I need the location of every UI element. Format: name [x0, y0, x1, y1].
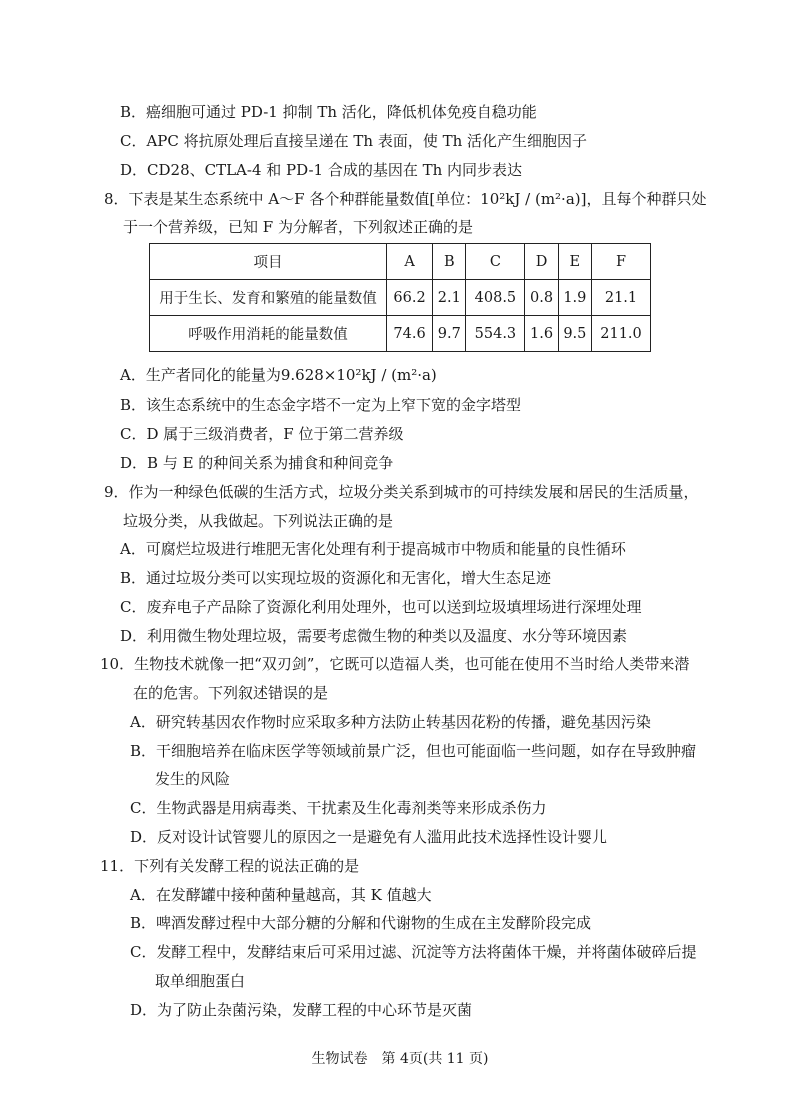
table-header-cell: 项目 — [150, 244, 387, 280]
q8-option-d: D．B 与 E 的种间关系为捕食和种间竞争 — [120, 454, 394, 472]
table-cell: 呼吸作用消耗的能量数值 — [150, 316, 387, 352]
q7-option-d: D．CD28、CTLA-4 和 PD-1 合成的基因在 Th 内同步表达 — [120, 161, 523, 179]
q8-option-c: C．D 属于三级消费者，F 位于第二营养级 — [120, 425, 404, 443]
q11-option-a: A．在发酵罐中接种菌种量越高，其 K 值越大 — [130, 886, 432, 904]
table-cell: 1.9 — [558, 280, 591, 316]
q7-option-c: C．APC 将抗原处理后直接呈递在 Th 表面，使 Th 活化产生细胞因子 — [120, 132, 588, 150]
table-cell: 2.1 — [433, 280, 466, 316]
q10-option-d: D．反对设计试管婴儿的原因之一是避免有人滥用此技术选择性设计婴儿 — [130, 828, 608, 846]
q9-option-d: D．利用微生物处理垃圾，需要考虑微生物的种类以及温度、水分等环境因素 — [120, 627, 628, 645]
q9-stem-line2: 垃圾分类，从我做起。下列说法正确的是 — [123, 512, 394, 530]
q10-stem-line2: 在的危害。下列叙述错误的是 — [133, 684, 329, 702]
table-header-row — [150, 244, 651, 280]
table-cell: 66.2 — [387, 280, 433, 316]
q9-option-a: A．可腐烂垃圾进行堆肥无害化处理有利于提高城市中物质和能量的良性循环 — [120, 540, 626, 558]
table-header-cell: F — [592, 244, 651, 280]
table-header-cell: C — [466, 244, 525, 280]
table-cell: 1.6 — [525, 316, 558, 352]
table-header-cell: A — [387, 244, 433, 280]
q11-option-b: B．啤酒发酵过程中大部分糖的分解和代谢物的生成在主发酵阶段完成 — [130, 914, 592, 932]
table-cell: 9.7 — [433, 316, 466, 352]
q10-stem-line1: 10．生物技术就像一把“双刃剑”，它既可以造福人类，也可能在使用不当时给人类带来潜 — [100, 655, 690, 673]
q10-option-b-cont: 发生的风险 — [155, 770, 231, 788]
table-header-cell: B — [433, 244, 466, 280]
table-row — [150, 316, 651, 352]
table-cell: 211.0 — [592, 316, 651, 352]
q10-option-b: B．干细胞培养在临床医学等领域前景广泛，但也可能面临一些问题，如存在导致肿瘤 — [130, 742, 697, 760]
q9-option-b: B．通过垃圾分类可以实现垃圾的资源化和无害化，增大生态足迹 — [120, 569, 552, 587]
table-cell: 74.6 — [387, 316, 433, 352]
table-cell: 408.5 — [466, 280, 525, 316]
table-header-cell: D — [525, 244, 558, 280]
table-cell: 用于生长、发育和繁殖的能量数值 — [150, 280, 387, 316]
q11-stem: 11．下列有关发酵工程的说法正确的是 — [100, 857, 360, 875]
q8-option-a: A．生产者同化的能量为9.628×10²kJ / (m²·a) — [120, 366, 437, 384]
q10-option-a: A．研究转基因农作物时应采取多种方法防止转基因花粉的传播，避免基因污染 — [130, 713, 651, 731]
table-row — [150, 280, 651, 316]
q7-option-b: B．癌细胞可通过 PD-1 抑制 Th 活化，降低机体免疫自稳功能 — [120, 103, 537, 121]
q8-stem-line2: 于一个营养级，已知 F 为分解者，下列叙述正确的是 — [123, 218, 473, 236]
q8-option-b: B．该生态系统中的生态金字塔不一定为上窄下宽的金字塔型 — [120, 396, 522, 414]
page-footer: 生物试卷 第 4页(共 11 页) — [311, 1051, 489, 1067]
q8-stem-line1: 8．下表是某生态系统中 A～F 各个种群能量数值[单位：10²kJ / (m²·a)]，且每个种群只处 — [104, 190, 707, 208]
q11-option-d: D．为了防止杂菌污染，发酵工程的中心环节是灭菌 — [130, 1001, 473, 1019]
q11-option-c-cont: 取单细胞蛋白 — [155, 972, 246, 990]
q9-option-c: C．废弃电子产品除了资源化利用处理外，也可以送到垃圾填埋场进行深埋处理 — [120, 598, 642, 616]
table-header-cell: E — [558, 244, 591, 280]
q9-stem-line1: 9．作为一种绿色低碳的生活方式，垃圾分类关系到城市的可持续发展和居民的生活质量， — [104, 483, 699, 501]
q10-option-c: C．生物武器是用病毒类、干扰素及生化毒剂类等来形成杀伤力 — [130, 799, 547, 817]
q11-option-c: C．发酵工程中，发酵结束后可采用过滤、沉淀等方法将菌体干燥，并将菌体破碎后提 — [130, 943, 697, 961]
table-cell: 554.3 — [466, 316, 525, 352]
table-cell: 21.1 — [592, 280, 651, 316]
table-cell: 0.8 — [525, 280, 558, 316]
table-cell: 9.5 — [558, 316, 591, 352]
energy-table — [149, 243, 651, 352]
